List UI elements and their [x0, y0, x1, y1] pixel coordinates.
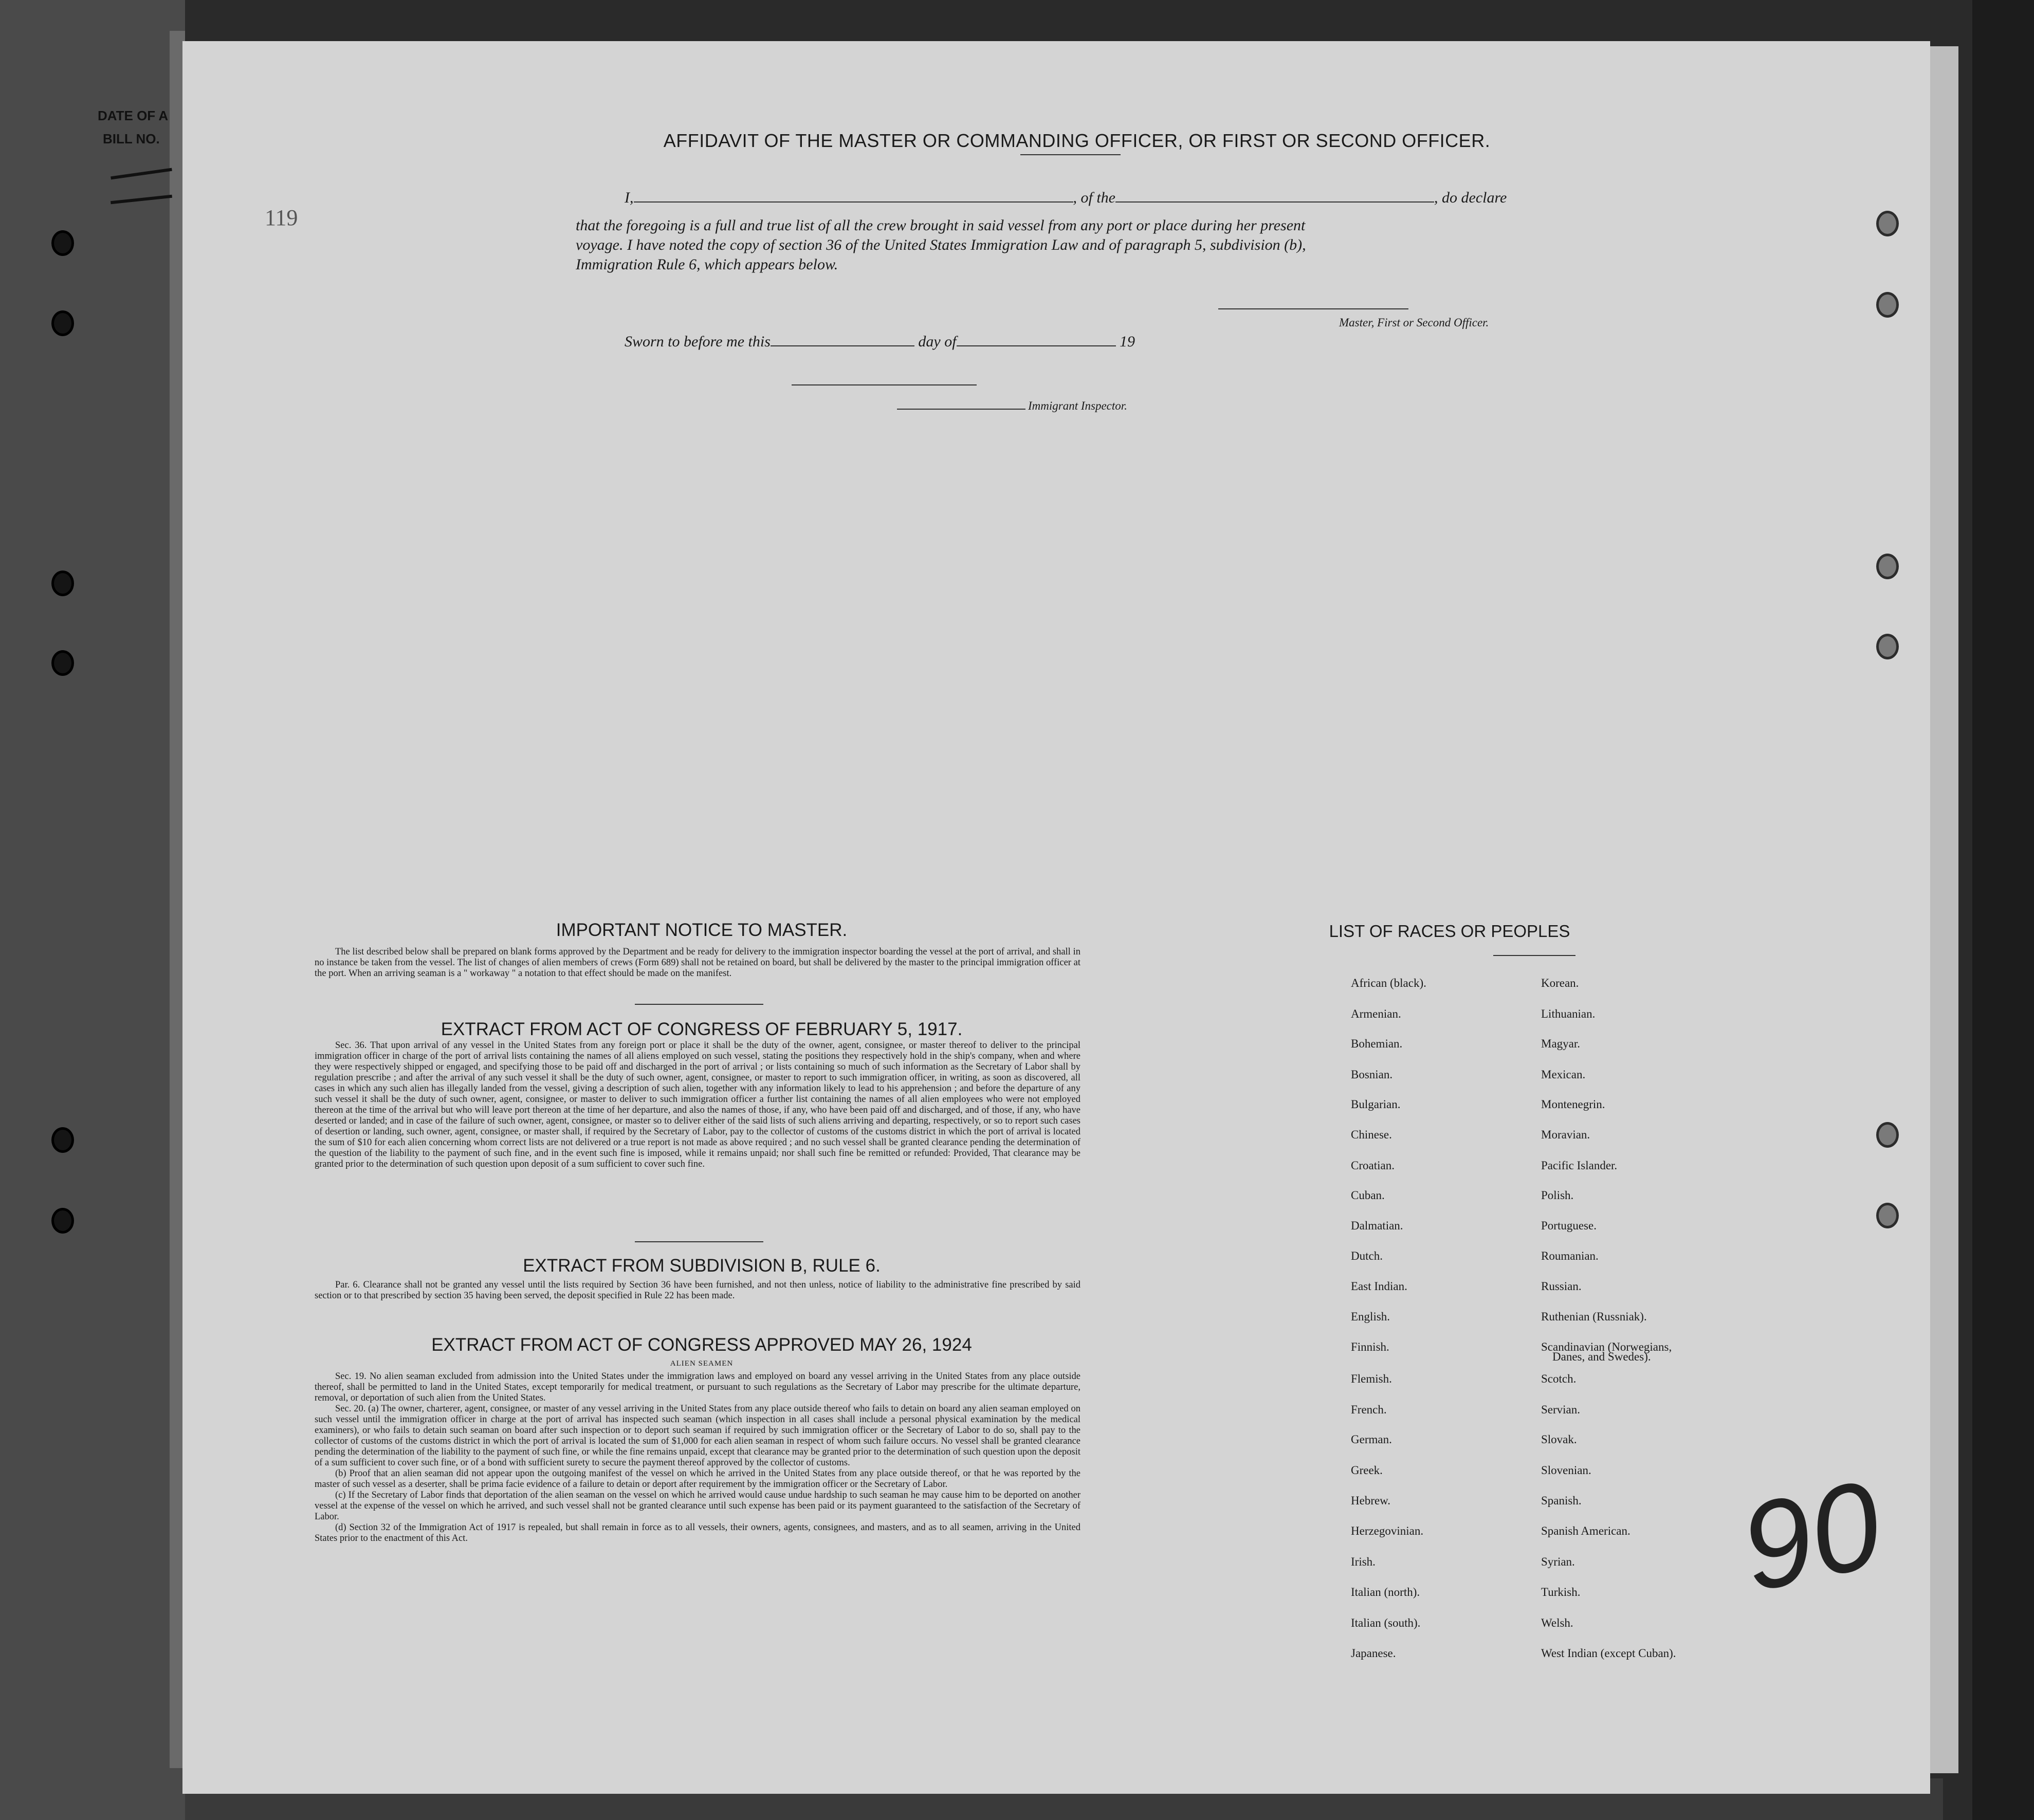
race-item: Turkish.: [1541, 1586, 1581, 1598]
section-divider: [635, 1004, 763, 1005]
sec-20d-paragraph: (d) Section 32 of the Immigration Act of 1917 is repealed, but shall remain in force as to all vessels, their owners, agents, consignees, and masters, and as to all seamen, arriving in the United States prior to the enactment of this Act.: [315, 1522, 1080, 1543]
race-item: Scotch.: [1541, 1372, 1577, 1385]
punch-hole-icon: [1876, 634, 1899, 659]
binder-hole-icon: [51, 650, 74, 676]
punch-hole-icon: [1876, 1122, 1899, 1148]
race-item: Dalmatian.: [1351, 1219, 1403, 1232]
binder-hole-icon: [51, 571, 74, 596]
race-item: Bosnian.: [1351, 1068, 1393, 1081]
scanner-background-right: [1972, 0, 2034, 1820]
sec-20b-paragraph: (b) Proof that an alien seaman did not appear upon the outgoing manifest of the vessel on which he arrived in the United States from any place outside thereof, or that he was reported by the master of such vessel as a deserter, shall be prima facie evidence of a failure to detain or deport after requirement by the immigration officer or the Secretary of Labor.: [315, 1468, 1080, 1490]
sworn-label: Sworn to before me this: [625, 333, 771, 350]
race-item: Mexican.: [1541, 1068, 1586, 1081]
inspector-rule-top: [792, 384, 977, 385]
sworn-month-field[interactable]: [957, 334, 1116, 346]
race-item: Finnish.: [1351, 1340, 1389, 1353]
race-item: Ruthenian (Russniak).: [1541, 1310, 1647, 1323]
race-item: East Indian.: [1351, 1280, 1407, 1293]
race-item: Russian.: [1541, 1280, 1582, 1293]
race-item: Greek.: [1351, 1464, 1383, 1477]
binder-hole-icon: [51, 1208, 74, 1234]
race-item: Flemish.: [1351, 1372, 1392, 1385]
race-item: Moravian.: [1541, 1128, 1590, 1141]
declare-label: , do declare: [1434, 189, 1507, 206]
punch-hole-icon: [1876, 554, 1899, 579]
race-item: Dutch.: [1351, 1249, 1383, 1262]
race-item: German.: [1351, 1433, 1392, 1446]
page-number: 119: [265, 205, 298, 230]
extract-1924-body: [315, 1371, 1080, 1544]
declarant-name-field[interactable]: [634, 190, 1073, 203]
race-item: Spanish American.: [1541, 1524, 1630, 1537]
affidavit-line-1: [625, 189, 1507, 207]
race-item: Portuguese.: [1541, 1219, 1597, 1232]
race-item: Pacific Islander.: [1541, 1159, 1618, 1172]
notice-title: IMPORTANT NOTICE TO MASTER.: [556, 920, 848, 940]
race-item: Italian (south).: [1351, 1616, 1421, 1629]
sec-19-paragraph: Sec. 19. No alien seaman excluded from admission into the United States under the immigration laws and employed on board any vessel arriving in the United States from any place outside thereof, shall be permitted to land in the United States, except temporarily for medical treatment, or pursuant to such regulations as the Secretary of Labor may prescribe for the ultimate departure, removal, or deportation of such alien from the United States.: [315, 1371, 1080, 1403]
affidavit-line-3: voyage. I have noted the copy of section 36 of the United States Immigration Law and of paragraph 5, subdivision (b),: [576, 236, 1306, 253]
master-signature-line[interactable]: [1218, 308, 1408, 309]
extract-1924-title: EXTRACT FROM ACT OF CONGRESS APPROVED MAY 26, 1924: [431, 1335, 972, 1355]
notice-paragraph: The list described below shall be prepared on blank forms approved by the Department and be ready for delivery to the immigration inspector boarding the vessel at the port of arrival, and shall in no instance be taken from the vessel. The list of changes of alien members of crews (Form 689) shall not be retained on board, but shall be delivered by the master to the principal immigration officer at the port. When an arriving seaman is a " workaway " a notation to that effect should be made on the manifest.: [315, 947, 1080, 979]
race-item: Irish.: [1351, 1555, 1376, 1568]
race-item: Chinese.: [1351, 1128, 1392, 1141]
vessel-label: , of the: [1073, 189, 1115, 206]
punch-hole-icon: [1876, 1203, 1899, 1228]
race-item: Spanish.: [1541, 1494, 1582, 1507]
race-item: Korean.: [1541, 977, 1579, 989]
sworn-line: [625, 333, 1135, 351]
race-item: West Indian (except Cuban).: [1541, 1647, 1676, 1660]
affidavit-line-4: Immigration Rule 6, which appears below.: [576, 256, 838, 273]
race-item: Magyar.: [1541, 1037, 1581, 1050]
inspector-signature-label: Immigrant Inspector.: [1028, 399, 1127, 412]
extract-rule6-title: EXTRACT FROM SUBDIVISION B, RULE 6.: [523, 1256, 881, 1276]
scanner-background-left: [0, 0, 185, 1820]
race-item: Slovenian.: [1541, 1464, 1591, 1477]
race-item: Japanese.: [1351, 1647, 1396, 1660]
race-item: English.: [1351, 1310, 1390, 1323]
race-item: Armenian.: [1351, 1007, 1401, 1020]
race-item: Scandinavian (Norwegians,: [1541, 1340, 1672, 1353]
sec-20c-paragraph: (c) If the Secretary of Labor finds that deportation of the alien seaman on the vessel on which he arrived would cause undue hardship to such seaman he may cause him to be deported on another vessel at the expense of the vessel on which he arrived, and such vessel shall not be granted clearance until such expense has been paid or its payment guaranteed to the satisfaction of the Secretary of Labor.: [315, 1490, 1080, 1522]
sec-20a-paragraph: Sec. 20. (a) The owner, charterer, agent, consignee, or master of any vessel arriving in the United States from any place outside thereof who fails to detain on board any alien seaman employed on such vessel until the immigration officer in charge at the port of arrival has inspected such seaman (which inspection in all cases shall include a personal physical examination by the medical examiners), or who fails to detain such seaman on board after such inspection or to deport such seaman if required by such immigration officer or the Secretary of Labor to do so, shall pay to the collector of customs of the customs district in which the port of arrival is located the sum of $1,000 for each alien seaman in respect of whom such failure occurs. No vessel shall be granted clearance pending the determination of the liability to the payment of such fine, or while the fine remains unpaid, except that clearance may be granted prior to the determination of such question upon the deposit of a sum sufficient to cover such fine, or of a bond with sufficient surety to secure the payment thereof approved by the collector of customs.: [315, 1404, 1080, 1468]
year-label: 19: [1120, 333, 1135, 350]
title-divider: [1020, 154, 1121, 155]
sworn-day-field[interactable]: [771, 334, 914, 346]
affidavit-line-2: that the foregoing is a full and true list of all the crew brought in said vessel from any port or place during her present: [576, 217, 1306, 234]
declarant-label: I,: [625, 189, 634, 206]
day-of-label: day of: [918, 333, 957, 350]
race-item: Bohemian.: [1351, 1037, 1403, 1050]
race-item: Croatian.: [1351, 1159, 1395, 1172]
binder-hole-icon: [51, 230, 74, 256]
extract-1917-body: [315, 1040, 1080, 1170]
race-item: Roumanian.: [1541, 1249, 1599, 1262]
punch-hole-icon: [1876, 292, 1899, 318]
affidavit-title: AFFIDAVIT OF THE MASTER OR COMMANDING OFFICER, OR FIRST OR SECOND OFFICER.: [663, 130, 1491, 151]
race-item: African (black).: [1351, 977, 1426, 989]
section-divider: [635, 1241, 763, 1242]
race-item: Italian (north).: [1351, 1586, 1420, 1598]
vessel-name-field[interactable]: [1115, 190, 1434, 203]
race-item: Lithuanian.: [1541, 1007, 1596, 1020]
race-item: Bulgarian.: [1351, 1098, 1401, 1111]
race-item: Cuban.: [1351, 1189, 1385, 1202]
handwritten-number: 90: [1730, 1454, 1893, 1617]
race-item: Polish.: [1541, 1189, 1574, 1202]
race-item: Slovak.: [1541, 1433, 1577, 1446]
race-item: Hebrew.: [1351, 1494, 1391, 1507]
races-title: LIST OF RACES OR PEOPLES: [1329, 922, 1570, 941]
margin-stamp-line1: DATE OF A: [98, 108, 169, 123]
binder-hole-icon: [51, 310, 74, 336]
race-item: Servian.: [1541, 1403, 1581, 1416]
notice-body: [315, 947, 1080, 979]
inspector-signature-line[interactable]: [897, 409, 1025, 410]
margin-stamp-line2: BILL NO.: [103, 131, 160, 146]
race-item-continuation: Danes, and Swedes).: [1552, 1350, 1651, 1363]
par-6-paragraph: Par. 6. Clearance shall not be granted any vessel until the lists required by Section 36 have been furnished, and not then unless, notice of liability to the administrative fine prescribed by said section or to that prescribed by section 35 having been served, the deposit specified in Rule 22 has been made.: [315, 1280, 1080, 1301]
race-item: Herzegovinian.: [1351, 1524, 1424, 1537]
master-signature-label: Master, First or Second Officer.: [1339, 316, 1489, 329]
punch-hole-icon: [1876, 211, 1899, 236]
alien-seamen-subtitle: ALIEN SEAMEN: [670, 1359, 734, 1368]
binder-hole-icon: [51, 1127, 74, 1153]
sec-36-paragraph: Sec. 36. That upon arrival of any vessel in the United States from any foreign port or place it shall be the duty of the owner, agent, consignee, or master thereof to deliver to the principal immigration officer in charge of the port of arrival lists containing the names of all aliens employed on such vessel, stating the positions they respectively hold in the ship's company, when and where they were respectively shipped or engaged, and specifying those to be paid off and discharged in the port of arrival ; or lists containing so much of such information as the Secretary of Labor shall by regulation prescribe ; and after the arrival of any such vessel it shall be the duty of such owner, agent, consignee, or master to report to such immigration officer, in writing, as soon as discovered, all cases in which any such alien has illegally landed from the vessel, giving a description of such alien, together with any information likely to lead to his apprehension ; and before the departure of any such vessel it shall be the duty of such owner, agent, consignee, or master to deliver to such immigration officer a further list containing the names of all alien employees who were not employed thereon at the time of the arrival but who will leave port thereon at the time of her departure, and also the names of those, if any, who have been paid off and discharged, and of those, if any, who have deserted or landed; and in case of the failure of such owner, agent, consignee, or master so to deliver either of the said lists of such aliens arriving and departing, respectively, or so to report such cases of desertion or landing, such owner, agent, consignee, or master shall, if required by the Secretary of Labor, pay to the collector of customs of the customs district in which the port of arrival is located the sum of $10 for each alien concerning whom correct lists are not delivered or a true report is not made as above required ; and no such vessel shall be granted clearance pending the determination of the question of the liability to the payment of such fine, and in the event such fine is imposed, while it remains unpaid; nor shall such fine be remitted or refunded: Provided, That clearance may be granted prior to the determination of such question upon deposit of a sum sufficient to cover such fine.: [315, 1040, 1080, 1169]
races-divider: [1493, 955, 1575, 956]
extract-1917-title: EXTRACT FROM ACT OF CONGRESS OF FEBRUARY 5, 1917.: [441, 1019, 963, 1039]
extract-rule6-body: [315, 1280, 1080, 1301]
page-stack-edge: [1930, 46, 1958, 1773]
race-item: Welsh.: [1541, 1616, 1573, 1629]
race-item: Montenegrin.: [1541, 1098, 1605, 1111]
race-item: French.: [1351, 1403, 1387, 1416]
race-item: Syrian.: [1541, 1555, 1575, 1568]
